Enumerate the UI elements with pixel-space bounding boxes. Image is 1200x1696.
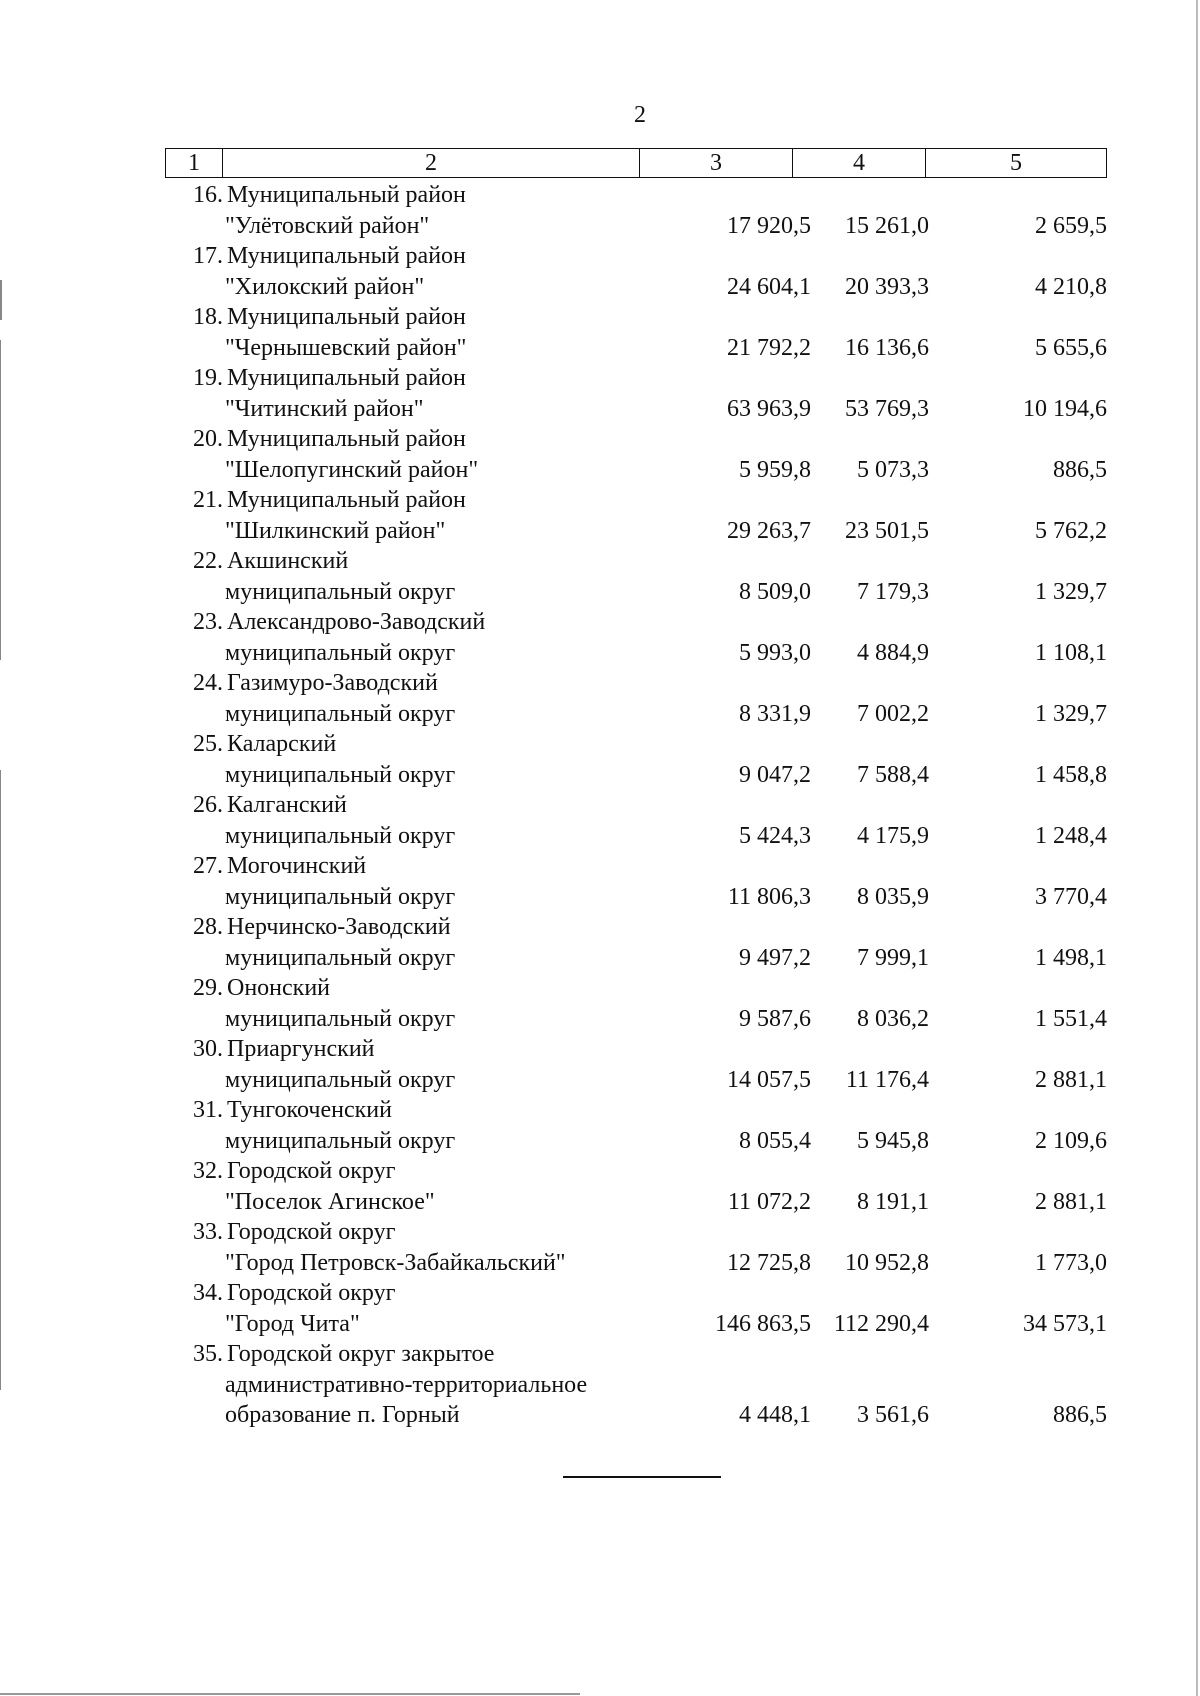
row-value-c3: 8 055,4: [739, 1127, 811, 1154]
table-row: [165, 302, 1107, 363]
row-value-c5: 5 655,6: [1035, 334, 1107, 361]
row-value-c4: 8 036,2: [857, 1005, 929, 1032]
row-line: [165, 912, 1107, 943]
row-line: [165, 272, 1107, 303]
table-row: [165, 790, 1107, 851]
row-name: "Город Чита": [225, 1310, 360, 1337]
row-name: "Шелопугинский район": [225, 456, 479, 483]
row-line: [165, 851, 1107, 882]
row-name: муниципальный округ: [225, 761, 456, 788]
row-line: [165, 424, 1107, 455]
row-line: [165, 699, 1107, 730]
row-value-c5: 2 659,5: [1035, 212, 1107, 239]
row-line: [165, 882, 1107, 913]
row-value-c4: 112 290,4: [833, 1310, 929, 1337]
row-value-c3: 5 993,0: [739, 639, 811, 666]
row-value-c3: 5 959,8: [739, 456, 811, 483]
row-line: [165, 1034, 1107, 1065]
row-line: [165, 1004, 1107, 1035]
row-number: 16.: [193, 182, 223, 208]
row-value-c4: 5 073,3: [857, 456, 929, 483]
row-line: [165, 241, 1107, 272]
row-line: [165, 1217, 1107, 1248]
scan-edge-mark: [0, 280, 2, 320]
scan-edge-mark: [1196, 0, 1198, 1696]
row-line: [165, 1370, 1107, 1401]
row-value-c5: 1 248,4: [1035, 822, 1107, 849]
row-value-c3: 21 792,2: [727, 334, 811, 361]
row-value-c5: 2 881,1: [1035, 1066, 1107, 1093]
row-number: 17.: [193, 243, 223, 269]
row-value-c4: 16 136,6: [845, 334, 929, 361]
row-name: муниципальный округ: [225, 578, 456, 605]
row-number: 21.: [193, 487, 223, 513]
table-row: [165, 363, 1107, 424]
row-name: Городской округ: [227, 1280, 396, 1306]
header-col-4: 4: [793, 149, 926, 177]
row-value-c5: 4 210,8: [1035, 273, 1107, 300]
row-name: муниципальный округ: [225, 822, 456, 849]
row-name: Городской округ закрытое: [227, 1341, 495, 1367]
row-line: [165, 973, 1107, 1004]
row-value-c4: 4 884,9: [857, 639, 929, 666]
row-number: 33.: [193, 1219, 223, 1245]
row-line: [165, 668, 1107, 699]
row-name: Муниципальный район: [227, 365, 466, 391]
row-value-c4: 7 588,4: [857, 761, 929, 788]
row-number: 27.: [193, 853, 223, 879]
row-line: [165, 943, 1107, 974]
row-value-c3: 9 587,6: [739, 1005, 811, 1032]
row-value-c3: 4 448,1: [739, 1402, 811, 1428]
row-name: "Город Петровск-Забайкальский": [225, 1249, 566, 1276]
row-line: [165, 1339, 1107, 1370]
row-value-c4: 5 945,8: [857, 1127, 929, 1154]
table-row: [165, 912, 1107, 973]
row-value-c3: 146 863,5: [715, 1310, 811, 1337]
row-value-c3: 5 424,3: [739, 822, 811, 849]
row-line: [165, 1400, 1107, 1431]
row-line: [165, 546, 1107, 577]
row-value-c3: 63 963,9: [727, 395, 811, 422]
row-name: Городской округ: [227, 1158, 396, 1184]
scan-edge-mark: [0, 770, 1, 1390]
header-col-3: 3: [640, 149, 793, 177]
row-line: [165, 790, 1107, 821]
row-line: [165, 1095, 1107, 1126]
row-value-c3: 29 263,7: [727, 517, 811, 544]
row-number: 22.: [193, 548, 223, 574]
table-row: [165, 180, 1107, 241]
row-name: Ононский: [227, 975, 331, 1001]
table-row: [165, 851, 1107, 912]
row-name: Нерчинско-Заводский: [227, 914, 451, 940]
row-value-c3: 8 509,0: [739, 578, 811, 605]
row-number: 32.: [193, 1158, 223, 1184]
row-name: Муниципальный район: [227, 182, 466, 208]
row-value-c5: 1 329,7: [1035, 578, 1107, 605]
row-number: 20.: [193, 426, 223, 452]
row-name: "Читинский район": [225, 395, 424, 422]
table-row: [165, 546, 1107, 607]
row-name: образование п. Горный: [225, 1402, 460, 1428]
row-name: Акшинский: [227, 548, 349, 574]
row-line: [165, 638, 1107, 669]
row-value-c4: 11 176,4: [845, 1066, 929, 1093]
row-line: [165, 363, 1107, 394]
row-line: [165, 211, 1107, 242]
row-name: муниципальный округ: [225, 700, 456, 727]
row-line: [165, 180, 1107, 211]
row-value-c5: 1 498,1: [1035, 944, 1107, 971]
row-name: Калганский: [227, 792, 347, 818]
row-line: [165, 1065, 1107, 1096]
row-value-c3: 9 047,2: [739, 761, 811, 788]
row-number: 23.: [193, 609, 223, 635]
row-name: Муниципальный район: [227, 426, 466, 452]
table-row: [165, 1339, 1107, 1431]
row-name: Муниципальный район: [227, 243, 466, 269]
row-line: [165, 607, 1107, 638]
table-row: [165, 1034, 1107, 1095]
row-name: Каларский: [227, 731, 337, 757]
row-value-c4: 7 999,1: [857, 944, 929, 971]
page-number: 2: [634, 102, 646, 128]
row-line: [165, 760, 1107, 791]
table-row: [165, 607, 1107, 668]
row-value-c5: 1 329,7: [1035, 700, 1107, 727]
row-value-c5: 1 551,4: [1035, 1005, 1107, 1032]
row-number: 35.: [193, 1341, 223, 1367]
table-row: [165, 1156, 1107, 1217]
table-row: [165, 1217, 1107, 1278]
row-number: 30.: [193, 1036, 223, 1062]
row-value-c5: 2 881,1: [1035, 1188, 1107, 1215]
table-row: [165, 973, 1107, 1034]
row-line: [165, 1248, 1107, 1279]
row-value-c5: 886,5: [1053, 1402, 1107, 1428]
row-value-c5: 5 762,2: [1035, 517, 1107, 544]
row-name: муниципальный округ: [225, 944, 456, 971]
row-name: Могочинский: [227, 853, 367, 879]
row-line: [165, 302, 1107, 333]
row-line: [165, 485, 1107, 516]
row-name: "Улётовский район": [225, 212, 430, 239]
row-name: Муниципальный район: [227, 487, 466, 513]
row-name: муниципальный округ: [225, 1066, 456, 1093]
row-number: 26.: [193, 792, 223, 818]
row-number: 31.: [193, 1097, 223, 1123]
row-value-c5: 886,5: [1053, 456, 1107, 483]
row-number: 34.: [193, 1280, 223, 1306]
row-line: [165, 516, 1107, 547]
row-name: муниципальный округ: [225, 883, 456, 910]
row-number: 29.: [193, 975, 223, 1001]
row-value-c4: 7 002,2: [857, 700, 929, 727]
table-row: [165, 1095, 1107, 1156]
row-name: муниципальный округ: [225, 1005, 456, 1032]
row-value-c3: 24 604,1: [727, 273, 811, 300]
row-value-c5: 34 573,1: [1023, 1310, 1107, 1337]
row-line: [165, 1187, 1107, 1218]
row-name: Александрово-Заводский: [227, 609, 486, 635]
row-line: [165, 455, 1107, 486]
row-line: [165, 1278, 1107, 1309]
row-line: [165, 821, 1107, 852]
table-body: [165, 180, 1107, 1431]
row-name: Городской округ: [227, 1219, 396, 1245]
row-value-c3: 17 920,5: [727, 212, 811, 239]
row-value-c3: 8 331,9: [739, 700, 811, 727]
header-col-2: 2: [223, 149, 640, 177]
row-line: [165, 333, 1107, 364]
row-value-c3: 14 057,5: [727, 1066, 811, 1093]
row-number: 25.: [193, 731, 223, 757]
scan-edge-mark: [0, 1693, 580, 1695]
table-row: [165, 729, 1107, 790]
row-value-c5: 1 108,1: [1035, 639, 1107, 666]
header-col-5: 5: [1010, 150, 1022, 176]
row-value-c3: 11 072,2: [727, 1188, 811, 1215]
row-value-c5: 3 770,4: [1035, 883, 1107, 910]
row-name: Газимуро-Заводский: [227, 670, 438, 696]
row-name: "Чернышевский район": [225, 334, 467, 361]
row-name: административно-территориальное: [225, 1371, 588, 1398]
table-row: [165, 1278, 1107, 1339]
table-row: [165, 424, 1107, 485]
row-name: "Хилокский район": [225, 273, 425, 300]
row-name: Тунгокоченский: [227, 1097, 392, 1123]
row-value-c4: 23 501,5: [845, 517, 929, 544]
row-value-c3: 11 806,3: [727, 883, 811, 910]
table-row: [165, 668, 1107, 729]
row-value-c4: 8 035,9: [857, 883, 929, 910]
row-value-c4: 4 175,9: [857, 822, 929, 849]
row-value-c5: 1 773,0: [1035, 1249, 1107, 1276]
row-value-c5: 2 109,6: [1035, 1127, 1107, 1154]
row-number: 28.: [193, 914, 223, 940]
row-value-c4: 10 952,8: [845, 1249, 929, 1276]
row-value-c4: 20 393,3: [845, 273, 929, 300]
row-name: муниципальный округ: [225, 1127, 456, 1154]
end-rule: [563, 1476, 721, 1478]
row-name: "Шилкинский район": [225, 517, 446, 544]
row-value-c4: 8 191,1: [857, 1188, 929, 1215]
row-name: Муниципальный район: [227, 304, 466, 330]
row-value-c4: 53 769,3: [845, 395, 929, 422]
header-col-1: 1: [166, 149, 223, 177]
row-line: [165, 1126, 1107, 1157]
row-line: [165, 1156, 1107, 1187]
row-value-c4: 15 261,0: [845, 212, 929, 239]
row-number: 24.: [193, 670, 223, 696]
row-line: [165, 1309, 1107, 1340]
row-value-c3: 9 497,2: [739, 944, 811, 971]
row-line: [165, 394, 1107, 425]
table-header: [165, 148, 1107, 178]
row-number: 19.: [193, 365, 223, 391]
row-name: муниципальный округ: [225, 639, 456, 666]
row-value-c4: 3 561,6: [857, 1402, 929, 1428]
row-line: [165, 577, 1107, 608]
row-name: Приаргунский: [227, 1036, 375, 1062]
row-line: [165, 729, 1107, 760]
row-value-c5: 1 458,8: [1035, 761, 1107, 788]
row-value-c5: 10 194,6: [1023, 395, 1107, 422]
row-number: 18.: [193, 304, 223, 330]
row-name: "Поселок Агинское": [225, 1188, 435, 1215]
row-value-c3: 12 725,8: [727, 1249, 811, 1276]
table-row: [165, 241, 1107, 302]
scan-edge-mark: [0, 340, 1, 660]
row-value-c4: 7 179,3: [857, 578, 929, 605]
table-row: [165, 485, 1107, 546]
